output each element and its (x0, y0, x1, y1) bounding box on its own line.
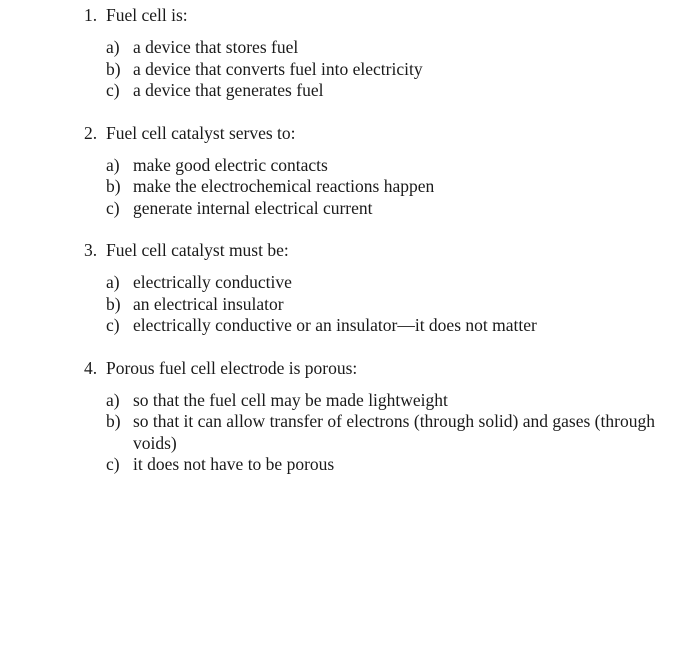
option-item (106, 272, 696, 294)
option-text: make good electric contacts (133, 154, 328, 175)
option-item (106, 411, 696, 454)
question-number: 3. (84, 240, 98, 260)
question-3 (84, 239, 696, 337)
option-text: electrically conductive or an insulator—it does not matter (133, 315, 537, 335)
option-item (106, 80, 696, 102)
question-stem (84, 357, 696, 379)
question-4 (84, 357, 696, 476)
option-list (106, 272, 696, 337)
option-text: a device that converts fuel into electricity (133, 58, 423, 79)
option-text: a device that generates fuel (133, 80, 324, 100)
option-text: electrically conductive (133, 272, 292, 292)
question-stem (84, 4, 696, 26)
question-text: Fuel cell catalyst serves to: (106, 122, 296, 143)
option-item (106, 198, 696, 220)
option-item (106, 37, 696, 59)
option-label: a) (106, 272, 120, 292)
option-label: c) (106, 454, 120, 474)
option-item (106, 176, 696, 198)
question-text: Porous fuel cell electrode is porous: (106, 357, 358, 378)
question-number: 2. (84, 122, 98, 143)
option-label: a) (106, 154, 120, 175)
option-label: b) (106, 58, 121, 79)
option-label: b) (106, 293, 121, 314)
quiz-questions (84, 4, 696, 496)
option-item (106, 294, 696, 316)
option-list (106, 390, 696, 476)
option-item (106, 59, 696, 81)
question-1 (84, 4, 696, 102)
option-label: c) (106, 80, 120, 100)
option-text: so that it can allow transfer of electrons (through solid) and gases (through voids) (133, 411, 655, 453)
question-text: Fuel cell catalyst must be: (106, 240, 289, 260)
question-number: 4. (84, 357, 98, 378)
question-stem (84, 239, 696, 261)
question-2 (84, 122, 696, 220)
option-text: an electrical insulator (133, 293, 284, 314)
option-label: b) (106, 176, 121, 196)
option-label: a) (106, 389, 120, 410)
option-item (106, 454, 696, 476)
option-item (106, 390, 696, 412)
option-text: so that the fuel cell may be made lightweight (133, 389, 448, 410)
option-label: b) (106, 411, 121, 431)
option-label: a) (106, 37, 120, 57)
question-text: Fuel cell is: (106, 5, 188, 25)
option-text: make the electrochemical reactions happen (133, 176, 435, 196)
question-number: 1. (84, 5, 98, 25)
option-list (106, 155, 696, 220)
option-text: it does not have to be porous (133, 454, 335, 474)
option-text: generate internal electrical current (133, 197, 373, 218)
option-item (106, 155, 696, 177)
option-list (106, 37, 696, 102)
option-label: c) (106, 315, 120, 335)
question-stem (84, 122, 696, 144)
option-item (106, 315, 696, 337)
option-text: a device that stores fuel (133, 37, 299, 57)
option-label: c) (106, 197, 120, 218)
